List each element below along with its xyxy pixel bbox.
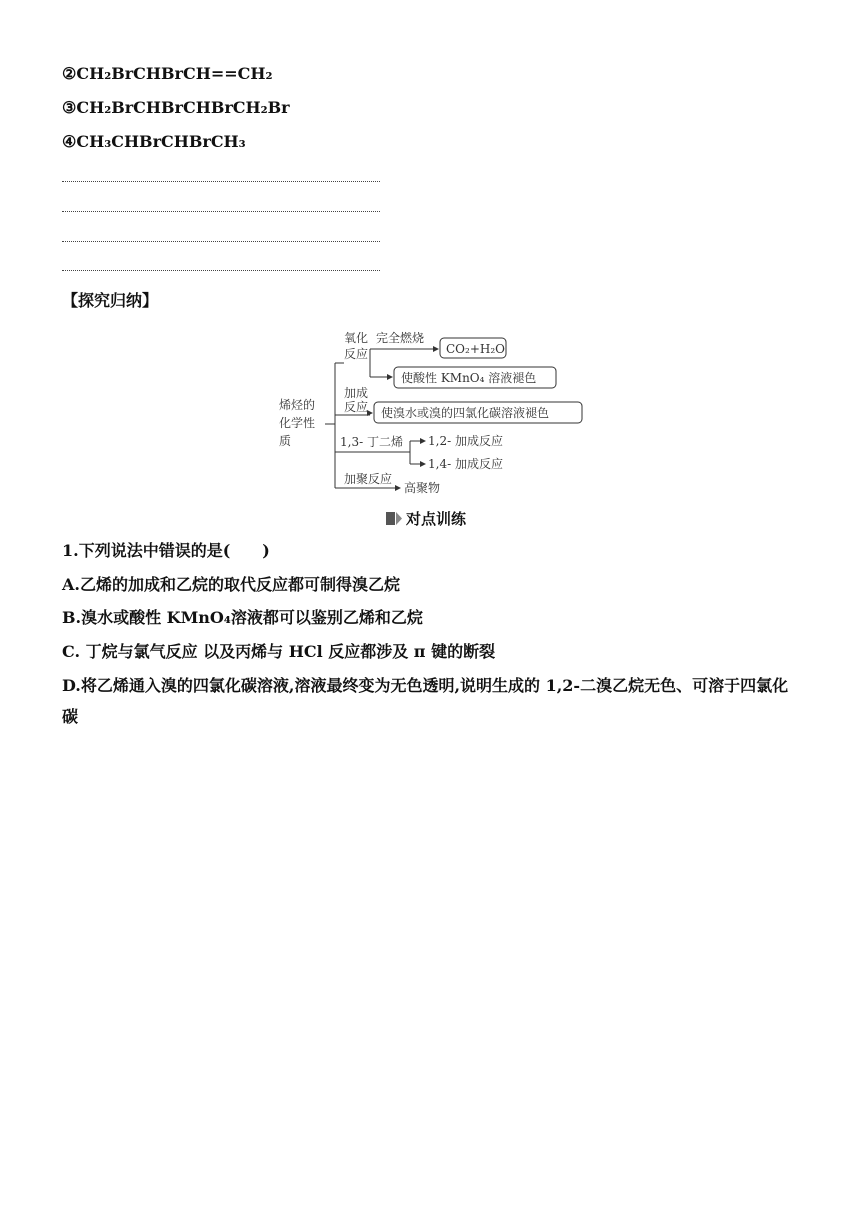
root-label-line1: 烯烃的 bbox=[279, 398, 316, 412]
formula-3: ③CH₂BrCHBrCHBrCH₂Br bbox=[62, 98, 290, 117]
option-c: C. 丁烷与氯气反应 以及丙烯与 HCl 反应都涉及 π 键的断裂 bbox=[62, 642, 496, 661]
kmno4-decolorize: 使酸性 KMnO₄ 溶液褪色 bbox=[401, 371, 537, 385]
polymer-label: 高聚物 bbox=[404, 481, 441, 495]
complete-combustion-label: 完全燃烧 bbox=[376, 331, 425, 345]
answer-line bbox=[62, 211, 380, 212]
addition-14-label: 1,4- 加成反应 bbox=[428, 457, 503, 471]
option-a: A.乙烯的加成和乙烷的取代反应都可制得溴乙烷 bbox=[62, 575, 400, 594]
butadiene-label: 1,3- 丁二烯 bbox=[340, 435, 403, 449]
root-label-line2: 化学性 bbox=[279, 416, 316, 430]
polymerization-label: 加聚反应 bbox=[344, 472, 393, 486]
option-b: B.溴水或酸性 KMnO₄溶液都可以鉴别乙烯和乙烷 bbox=[62, 608, 423, 627]
section-heading: 【探究归纳】 bbox=[62, 291, 159, 310]
addition-12-label: 1,2- 加成反应 bbox=[428, 434, 503, 448]
training-title bbox=[386, 508, 466, 529]
oxidation-label-line2: 反应 bbox=[344, 347, 369, 361]
addition-label-line1: 加成 bbox=[344, 386, 369, 400]
answer-line bbox=[62, 270, 380, 271]
answer-line bbox=[62, 241, 380, 242]
answer-line bbox=[62, 181, 380, 182]
addition-label-line2: 反应 bbox=[344, 400, 369, 414]
root-label-line3: 质 bbox=[279, 434, 292, 448]
oxidation-label-line1: 氧化 bbox=[344, 331, 369, 345]
section-marker-icon bbox=[386, 510, 402, 526]
question-stem: 1.下列说法中错误的是( ) bbox=[62, 541, 270, 560]
formula-4: ④CH₃CHBrCHBrCH₃ bbox=[62, 132, 246, 151]
alkene-properties-diagram bbox=[270, 325, 600, 500]
combustion-product: CO₂+H₂O bbox=[446, 342, 505, 356]
formula-2: ②CH₂BrCHBrCH==CH₂ bbox=[62, 64, 273, 83]
bromine-decolorize: 使溴水或溴的四氯化碳溶液褪色 bbox=[381, 406, 550, 420]
training-title-text: 对点训练 bbox=[406, 510, 467, 528]
option-d: D.将乙烯通入溴的四氯化碳溶液,溶液最终变为无色透明,说明生成的 1,2-二溴乙烷无色、可溶于四氯化碳 bbox=[62, 676, 789, 726]
